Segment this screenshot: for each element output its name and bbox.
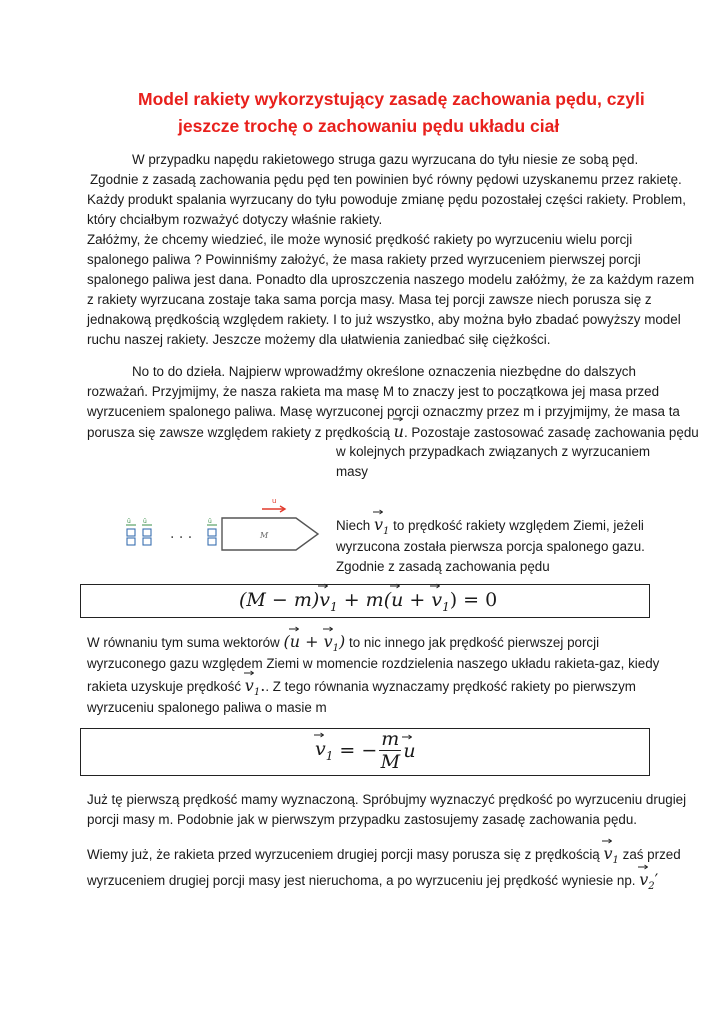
- text-line: który chciałbym rozważyć dotyczy właśnie rakiety.: [87, 212, 383, 227]
- title-line-2: jeszcze trochę o zachowaniu pędu układu ciał: [178, 116, 560, 136]
- prime-symbol: ′: [654, 870, 659, 889]
- vector-symbol: v: [639, 870, 649, 889]
- vector-arrow-icon: [393, 416, 403, 422]
- text-segment: W równaniu tym suma wektorów: [87, 635, 284, 650]
- vector-subscript: 1: [325, 748, 334, 763]
- vector-u: [394, 422, 404, 442]
- text-line: Zgodnie z zasadą zachowania pędu: [336, 559, 550, 574]
- eq-term: + m(: [337, 589, 392, 611]
- text-line: z rakiety wyrzucana zostaje taka sama porcja masy. Masa tej porcji zawsze niech porusza się z: [87, 292, 652, 307]
- text-segment: rakieta uzyskuje prędkość: [87, 679, 245, 694]
- text-line: Już tę pierwszą prędkość mamy wyznaczoną. Spróbujmy wyznaczyć prędkość po wyrzuceniu drugiej: [87, 792, 687, 807]
- vector-arrow-icon: [638, 864, 648, 870]
- vector-subscript: 1: [383, 526, 390, 538]
- svg-text:ū: ū: [143, 518, 147, 525]
- text-line: wyrzuceniu spalonego paliwa o masie m: [87, 700, 327, 715]
- vector-subscript: 1: [332, 643, 340, 655]
- text-line: No to do dzieła. Najpierw wprowadźmy określone oznaczenia niezbędne do dalszych: [132, 364, 636, 379]
- text-line: w kolejnych przypadkach związanych z wyrzucaniem: [336, 444, 651, 459]
- vector-symbol: u: [391, 589, 404, 611]
- paren: (: [283, 632, 290, 651]
- text-line: porcji masy m. Podobnie jak w pierwszym przypadku zastosujemy zasadę zachowania pędu.: [87, 812, 638, 827]
- fraction: [379, 728, 401, 773]
- vector-symbol: v: [315, 738, 326, 761]
- vector-symbol: u: [393, 422, 404, 441]
- vector-symbol: u: [289, 632, 301, 651]
- text-line: wyrzuconego gazu względem Ziemi w momencie rozdzielenia naszego układu rakieta-gaz, kiedy: [87, 656, 660, 671]
- vector-subscript: 1: [253, 687, 261, 699]
- text-line: [87, 870, 658, 897]
- vector-u: [391, 589, 403, 611]
- vector-v2-prime: [639, 870, 654, 897]
- paren: ): [339, 632, 346, 651]
- gas-portion-2: [142, 518, 152, 545]
- vector-arrow-icon: [314, 732, 324, 738]
- svg-text:ū: ū: [127, 518, 131, 525]
- vector-subscript: 1: [612, 855, 619, 867]
- equation-box-1: [80, 584, 650, 618]
- text-line: rozważań. Przyjmijmy, że nasza rakieta ma masę M to znaczy jest to początkowa jej masa przed: [87, 384, 660, 399]
- velocity-equation: [315, 728, 416, 773]
- eq-term: (M − m): [239, 589, 320, 611]
- vector-subscript: 1: [330, 599, 338, 614]
- vector-u: [290, 632, 300, 652]
- vector-symbol: v: [244, 676, 254, 695]
- text-line: W przypadku napędu rakietowego struga gazu wyrzucana do tyłu niesie ze sobą pęd.: [132, 152, 639, 167]
- text-line: ruchu naszej rakiety. Jeszcze możemy dla ułatwienia zaniedbać siłę ciężkości.: [87, 332, 551, 347]
- text-segment: Niech: [336, 518, 374, 533]
- vector-symbol: u: [403, 739, 416, 762]
- text-line: [87, 844, 681, 871]
- vector-arrow-icon: [430, 583, 440, 589]
- text-line: jednakową prędkością względem rakiety. I to już wszystko, aby można było zbadać powyższy model: [87, 312, 681, 327]
- vector-arrow-icon: [289, 626, 299, 632]
- eq-term: ) = 0: [449, 589, 498, 611]
- eq-term: +: [403, 589, 432, 611]
- vector-arrow-icon: [318, 583, 328, 589]
- vector-subscript: 1: [442, 599, 450, 614]
- plus-sign: +: [300, 632, 324, 651]
- vector-v1: [431, 589, 449, 614]
- vector-symbol: v: [431, 589, 443, 611]
- vector-symbol: v: [323, 632, 333, 651]
- text-segment: to prędkość rakiety względem Ziemi, jeżeli: [389, 518, 644, 533]
- text-segment: porusza się zawsze względem rakiety z prędkością: [87, 425, 394, 440]
- text-line: wyrzuceniem spalonego paliwa. Masę wyrzuconej porcji oznaczmy przez m i przyjmijmy, że masa ta: [87, 404, 680, 419]
- text-segment: . Pozostaje zastosować zasadę zachowania pędu: [403, 425, 699, 440]
- vector-v1: [319, 589, 337, 614]
- text-line: spalonego paliwa jest dana. Ponadto dla uproszczenia naszego modelu załóżmy, że za każdym razem: [87, 272, 695, 287]
- vector-u: [403, 740, 415, 762]
- fraction-numerator: m: [381, 728, 400, 750]
- vector-symbol: v: [603, 844, 613, 863]
- text-segment: zaś przed: [618, 847, 681, 862]
- text-line: spalonego paliwa ? Powinniśmy założyć, że masa rakiety przed wyrzuceniem pierwszej porcji: [87, 252, 641, 267]
- text-line: wyrzucona została pierwsza porcja spalonego gazu.: [336, 539, 645, 554]
- velocity-arrow-icon: [262, 497, 285, 512]
- vector-arrow-icon: [402, 734, 412, 740]
- title-line-1: Model rakiety wykorzystujący zasadę zachowania pędu, czyli: [138, 89, 645, 109]
- text-segment: to nic innego jak prędkość pierwszej porcji: [345, 635, 600, 650]
- equation-box-2: [80, 728, 650, 776]
- eq-term: = −: [333, 739, 378, 762]
- vector-arrow-icon: [390, 583, 400, 589]
- gas-portion-1: [126, 518, 136, 545]
- text-line: Każdy produkt spalania wyrzucany do tyłu powoduje zmianę pędu pozostałej części rakiety. Problem,: [87, 192, 686, 207]
- rocket-mass-label: M: [260, 531, 269, 540]
- ellipsis: · · ·: [170, 530, 193, 546]
- text-segment: Wiemy już, że rakieta przed wyrzuceniem drugiej porcji masy porusza się z prędkością: [87, 847, 604, 862]
- text-segment: . Z tego równania wyznaczamy prędkość rakiety po pierwszym: [265, 679, 636, 694]
- vector-v1: [315, 738, 333, 763]
- text-line: Załóżmy, że chcemy wiedzieć, ile może wynosić prędkość rakiety po wyrzuceniu wielu porcji: [87, 232, 633, 247]
- vector-arrow-icon: [323, 626, 333, 632]
- fraction-denominator: M: [380, 751, 401, 773]
- vector-arrow-icon: [602, 838, 612, 844]
- text-line: masy: [336, 464, 368, 479]
- rocket-figure: [120, 494, 332, 566]
- gas-portion-3: [207, 518, 217, 545]
- vector-symbol: v: [373, 515, 384, 534]
- period: .: [260, 676, 266, 695]
- arrow-label: u: [272, 497, 277, 505]
- momentum-equation: [239, 589, 497, 614]
- vector-symbol: v: [319, 589, 331, 611]
- text-line: Zgodnie z zasadą zachowania pędu pęd ten powinien być równy pędowi uzyskanemu przez rakietę.: [90, 172, 682, 187]
- text-segment: wyrzuceniem drugiej porcji masy jest nieruchoma, a po wyrzuceniu jej prędkość wyniesie np.: [87, 873, 640, 888]
- text-line: [87, 422, 699, 443]
- svg-text:ū: ū: [208, 518, 212, 525]
- vector-arrow-icon: [244, 670, 254, 676]
- vector-subscript: 2: [648, 881, 655, 893]
- vector-v1: [603, 844, 618, 871]
- rocket-body: [222, 518, 318, 550]
- vector-arrow-icon: [373, 509, 383, 515]
